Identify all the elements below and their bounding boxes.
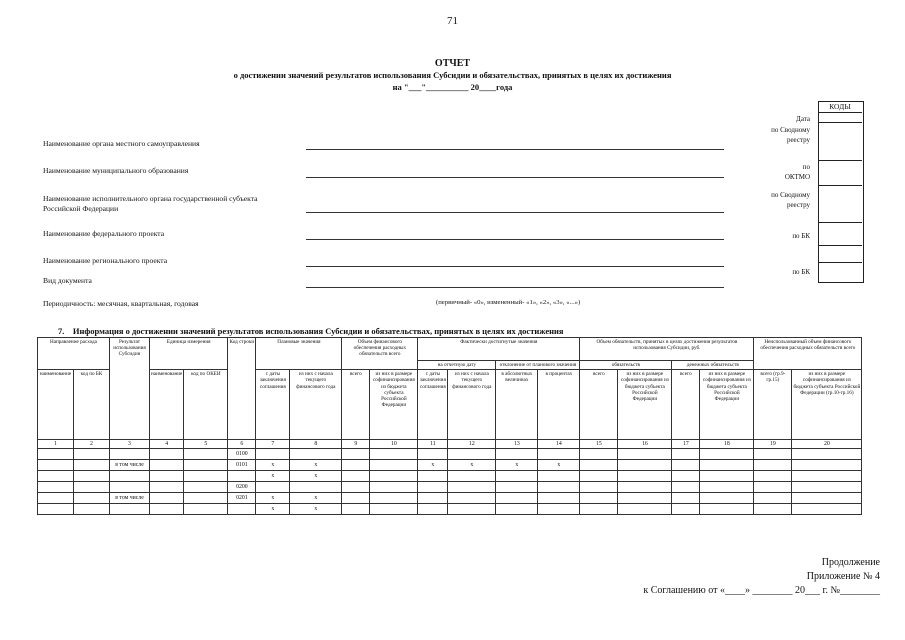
- table-cell[interactable]: [38, 493, 74, 504]
- table-cell[interactable]: 0201: [228, 493, 256, 504]
- table-cell[interactable]: x: [496, 460, 538, 471]
- table-cell[interactable]: [38, 460, 74, 471]
- table-cell[interactable]: [538, 471, 580, 482]
- table-cell[interactable]: в том числе: [110, 460, 150, 471]
- table-row: [38, 482, 862, 493]
- table-cell[interactable]: [580, 504, 618, 515]
- th-okei: код по ОКЕИ: [184, 370, 228, 440]
- section-title: [58, 326, 563, 336]
- table-row: [38, 471, 862, 482]
- table-cell[interactable]: [496, 482, 538, 493]
- column-number: 20: [792, 440, 862, 449]
- codes-header: КОДЫ: [818, 101, 862, 113]
- table-cell[interactable]: [448, 504, 496, 515]
- codes-divider: [819, 122, 862, 123]
- table-row: [38, 504, 862, 515]
- table-cell[interactable]: x: [290, 471, 342, 482]
- table-cell[interactable]: [150, 460, 184, 471]
- th-total-3: всего: [672, 370, 700, 440]
- th-obligations: Объем обязательств, принятых в целях достижения результатов использования Субсидии, руб.: [580, 338, 754, 361]
- table-cell[interactable]: [342, 449, 370, 460]
- table-cell[interactable]: x: [256, 504, 290, 515]
- table-cell[interactable]: [496, 504, 538, 515]
- table-cell[interactable]: [38, 482, 74, 493]
- table-cell[interactable]: [792, 471, 862, 482]
- field-line-local-authority[interactable]: [306, 149, 724, 150]
- th-unit-name: наименование: [150, 370, 184, 440]
- table-cell[interactable]: [418, 504, 448, 515]
- table-cell[interactable]: [580, 482, 618, 493]
- column-number: 17: [672, 440, 700, 449]
- th-cofin-2: из них в размере софинансирования из бюджета субъекта Российской Федерации: [618, 370, 672, 440]
- table-cell[interactable]: [672, 493, 700, 504]
- th-from-year-2: из них с начала текущего финансового года: [448, 370, 496, 440]
- codes-divider: [819, 222, 862, 223]
- report-title: ОТЧЕТ: [434, 58, 471, 69]
- table-cell[interactable]: [290, 482, 342, 493]
- th-code: Код строки: [228, 338, 256, 440]
- document-type-note: (первичный- «0», измененный- «1», «2», «3», «...»): [436, 299, 581, 306]
- table-cell[interactable]: [184, 460, 228, 471]
- th-cofin: из них в размере софинансирования из бюджета субъекта Российской Федерации: [370, 370, 418, 440]
- field-line-document-type[interactable]: [306, 287, 724, 288]
- field-label-municipality: Наименование муниципального образования: [43, 166, 189, 175]
- column-number: 18: [700, 440, 754, 449]
- code-label-bk: по БК: [792, 232, 810, 240]
- column-number: 11: [418, 440, 448, 449]
- table-cell[interactable]: [256, 482, 290, 493]
- table-cell[interactable]: [792, 493, 862, 504]
- table-cell[interactable]: x: [538, 460, 580, 471]
- th-from-date-2: с даты заключения соглашения: [418, 370, 448, 440]
- table-cell[interactable]: [150, 493, 184, 504]
- table-cell[interactable]: [754, 504, 792, 515]
- table-cell[interactable]: [38, 504, 74, 515]
- table-cell[interactable]: [74, 449, 110, 460]
- field-label-local-authority: Наименование органа местного самоуправления: [43, 139, 200, 148]
- table-cell[interactable]: [618, 460, 672, 471]
- table-cell[interactable]: [618, 504, 672, 515]
- table-cell[interactable]: [38, 449, 74, 460]
- column-number: 2: [74, 440, 110, 449]
- codes-divider: [819, 160, 862, 161]
- table-cell[interactable]: [672, 460, 700, 471]
- column-number: 3: [110, 440, 150, 449]
- th-total-2: всего: [580, 370, 618, 440]
- report-subtitle: о достижении значений результатов использования Субсидии и обязательствах, принятых в целях их достижения: [233, 70, 672, 80]
- table-cell[interactable]: [496, 449, 538, 460]
- column-number: 6: [228, 440, 256, 449]
- section-text: Информация о достижении значений результатов использования Субсидии и обязательствах, принятых в целях их достижения: [72, 326, 564, 336]
- th-from-date: с даты заключения соглашения: [256, 370, 290, 440]
- th-unused-total: всего (гр.9-гр.15): [754, 370, 792, 440]
- table-cell[interactable]: [792, 504, 862, 515]
- field-line-municipality[interactable]: [306, 177, 724, 178]
- table-cell[interactable]: [418, 449, 448, 460]
- table-cell[interactable]: [538, 449, 580, 460]
- code-label-registry-2: по Сводному реестру: [771, 191, 810, 209]
- field-line-federal-project[interactable]: [306, 239, 724, 240]
- results-table: [37, 337, 862, 515]
- column-number: 4: [150, 440, 184, 449]
- table-cell[interactable]: x: [256, 493, 290, 504]
- table-cell[interactable]: [792, 449, 862, 460]
- field-label-periodicity: Периодичность: месячная, квартальная, годовая: [43, 299, 199, 308]
- column-number: 5: [184, 440, 228, 449]
- column-number: 14: [538, 440, 580, 449]
- table-cell[interactable]: [370, 460, 418, 471]
- table-cell[interactable]: [700, 471, 754, 482]
- table-cell[interactable]: [228, 504, 256, 515]
- table-cell[interactable]: [74, 504, 110, 515]
- table-cell[interactable]: [370, 504, 418, 515]
- table-cell[interactable]: [370, 471, 418, 482]
- table-cell[interactable]: [618, 482, 672, 493]
- code-label-date: Дата: [796, 115, 810, 123]
- column-number: 19: [754, 440, 792, 449]
- table-cell[interactable]: [342, 460, 370, 471]
- table-cell[interactable]: [700, 449, 754, 460]
- th-pct: в процентах: [538, 370, 580, 440]
- th-direction: Направление расхода: [38, 338, 110, 370]
- code-label-bk-2: по БК: [792, 268, 810, 276]
- report-period: на "___"__________ 20____года: [392, 82, 513, 92]
- th-actual: Фактически достигнутые значения: [418, 338, 580, 361]
- table-cell[interactable]: [754, 471, 792, 482]
- table-cell[interactable]: [448, 449, 496, 460]
- th-abs: в абсолютных величинах: [496, 370, 538, 440]
- field-label-document-type: Вид документа: [43, 276, 92, 285]
- field-label-exec-body: Наименование исполнительного органа государственной субъекта Российской Федерации: [43, 194, 258, 213]
- codes-divider: [819, 185, 862, 186]
- column-number: 1: [38, 440, 74, 449]
- table-cell[interactable]: [150, 482, 184, 493]
- th-on-date: на отчетную дату: [418, 361, 496, 370]
- table-cell[interactable]: x: [290, 504, 342, 515]
- th-unit: Единица измерения: [150, 338, 228, 370]
- table-row: [38, 493, 862, 504]
- table-cell[interactable]: [448, 482, 496, 493]
- table-cell[interactable]: 0200: [228, 482, 256, 493]
- table-cell[interactable]: [538, 493, 580, 504]
- column-number: 9: [342, 440, 370, 449]
- th-deviation: отклонение от планового значения: [496, 361, 580, 370]
- table-cell[interactable]: x: [290, 493, 342, 504]
- table-row: [38, 449, 862, 460]
- table-cell[interactable]: [496, 471, 538, 482]
- table-cell[interactable]: [228, 471, 256, 482]
- section-number: 7.: [58, 326, 65, 336]
- table-cell[interactable]: [342, 504, 370, 515]
- table-cell[interactable]: [74, 493, 110, 504]
- table-cell[interactable]: [256, 449, 290, 460]
- table-cell[interactable]: [184, 493, 228, 504]
- th-monetary: денежных обязательств: [672, 361, 754, 370]
- table-cell[interactable]: [700, 460, 754, 471]
- table-cell[interactable]: [184, 504, 228, 515]
- th-from-year: из них с начала текущего финансового года: [290, 370, 342, 440]
- table-cell[interactable]: [74, 460, 110, 471]
- table-cell[interactable]: [672, 471, 700, 482]
- table-cell[interactable]: x: [290, 460, 342, 471]
- table-cell[interactable]: [370, 449, 418, 460]
- code-label-registry: по Сводному реестру: [771, 126, 810, 144]
- table-cell[interactable]: [150, 471, 184, 482]
- table-cell[interactable]: x: [256, 460, 290, 471]
- table-cell[interactable]: [792, 482, 862, 493]
- table-row: [38, 460, 862, 471]
- th-unused-cofin: из них в размере софинансирования из бюджета субъекта Российской Федерации (гр.10-гр.16): [792, 370, 862, 440]
- table-cell[interactable]: [700, 504, 754, 515]
- field-line-exec-body[interactable]: [306, 212, 724, 213]
- table-cell[interactable]: [290, 449, 342, 460]
- table-cell[interactable]: [580, 449, 618, 460]
- field-label-regional-project: Наименование регионального проекта: [43, 256, 168, 265]
- field-label-federal-project: Наименование федерального проекта: [43, 229, 165, 238]
- table-cell[interactable]: [792, 460, 862, 471]
- table-cell[interactable]: [580, 460, 618, 471]
- table-cell[interactable]: [580, 471, 618, 482]
- table-cell[interactable]: [74, 482, 110, 493]
- th-name: наименование: [38, 370, 74, 440]
- table-cell[interactable]: 0100: [228, 449, 256, 460]
- codes-box: [818, 101, 864, 283]
- column-numbers-row: [38, 440, 862, 449]
- table-cell[interactable]: в том числе: [110, 493, 150, 504]
- table-cell[interactable]: [754, 493, 792, 504]
- table-cell[interactable]: [110, 471, 150, 482]
- table-cell[interactable]: [672, 504, 700, 515]
- code-label-oktmo: по ОКТМО: [784, 163, 810, 181]
- column-number: 7: [256, 440, 290, 449]
- table-cell[interactable]: [700, 493, 754, 504]
- table-cell[interactable]: [418, 493, 448, 504]
- table-cell[interactable]: [448, 493, 496, 504]
- footer-appendix: Приложение № 4: [806, 571, 880, 582]
- table-cell[interactable]: [496, 493, 538, 504]
- column-number: 16: [618, 440, 672, 449]
- table-body: [38, 449, 862, 515]
- table-cell[interactable]: [184, 471, 228, 482]
- column-number: 10: [370, 440, 418, 449]
- th-unused: Неиспользованный объем финансового обеспечения расходных обязательств всего: [754, 338, 862, 370]
- th-bk: код по БК: [74, 370, 110, 440]
- table-cell[interactable]: [618, 471, 672, 482]
- footer-agreement: к Соглашению от «____» ________ 20___ г. №________: [643, 585, 880, 596]
- table-cell[interactable]: [618, 449, 672, 460]
- table-cell[interactable]: [342, 471, 370, 482]
- column-number: 12: [448, 440, 496, 449]
- table-cell[interactable]: [618, 493, 672, 504]
- table-cell[interactable]: [672, 482, 700, 493]
- table-cell[interactable]: [38, 471, 74, 482]
- th-cofin-3: из них в размере софинансирования из бюджета субъекта Российской Федерации: [700, 370, 754, 440]
- table-cell[interactable]: [448, 471, 496, 482]
- table-cell[interactable]: 0101: [228, 460, 256, 471]
- footer-continuation: Продолжение: [821, 557, 880, 568]
- column-number: 13: [496, 440, 538, 449]
- table-cell[interactable]: [538, 482, 580, 493]
- table-cell[interactable]: [700, 482, 754, 493]
- table-cell[interactable]: [672, 449, 700, 460]
- column-number: 8: [290, 440, 342, 449]
- table-cell[interactable]: [110, 482, 150, 493]
- table-cell[interactable]: [150, 504, 184, 515]
- table-cell[interactable]: [580, 493, 618, 504]
- th-obligations-sub: обязательств: [580, 361, 672, 370]
- table-cell[interactable]: [342, 482, 370, 493]
- column-number: 15: [580, 440, 618, 449]
- table-cell[interactable]: [370, 482, 418, 493]
- th-funding: Объем финансового обеспечения расходных обязательств всего: [342, 338, 418, 370]
- table-cell[interactable]: [754, 449, 792, 460]
- codes-divider: [819, 262, 862, 263]
- table-cell[interactable]: x: [418, 460, 448, 471]
- th-total: всего: [342, 370, 370, 440]
- table-cell[interactable]: [418, 482, 448, 493]
- page-number: 71: [447, 15, 458, 27]
- table-cell[interactable]: [110, 449, 150, 460]
- table-cell[interactable]: [754, 482, 792, 493]
- table-cell[interactable]: [74, 471, 110, 482]
- table-cell[interactable]: [538, 504, 580, 515]
- table-cell[interactable]: [184, 449, 228, 460]
- codes-divider: [819, 245, 862, 246]
- table-cell[interactable]: x: [256, 471, 290, 482]
- table-cell[interactable]: [342, 493, 370, 504]
- table-cell[interactable]: [150, 449, 184, 460]
- table-cell[interactable]: [110, 504, 150, 515]
- table-cell[interactable]: [754, 460, 792, 471]
- th-planned: Плановые значения: [256, 338, 342, 370]
- field-line-regional-project[interactable]: [306, 266, 724, 267]
- table-cell[interactable]: [184, 482, 228, 493]
- th-result: Результат использования Субсидии: [110, 338, 150, 440]
- table-cell[interactable]: [370, 493, 418, 504]
- table-cell[interactable]: x: [448, 460, 496, 471]
- table-cell[interactable]: [418, 471, 448, 482]
